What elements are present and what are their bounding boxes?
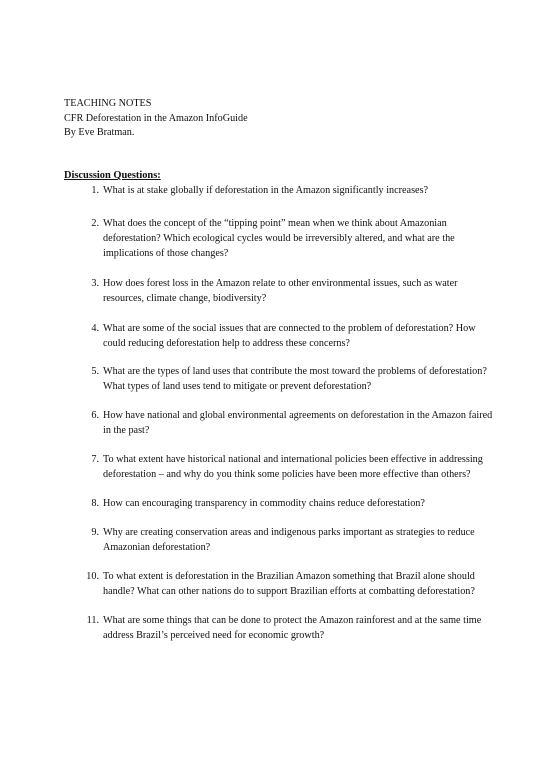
question-number: 3. xyxy=(91,278,99,289)
question-item xyxy=(79,614,494,644)
question-item xyxy=(79,184,494,199)
question-number: 1. xyxy=(91,185,99,196)
question-text: To what extent is deforestation in the Brazilian Amazon something that Brazil alone should handle? What can other nations do to support Brazilian efforts at combatting deforestation? xyxy=(103,571,475,597)
question-number: 11. xyxy=(86,615,99,626)
question-text: How have national and global environmental agreements on deforestation in the Amazon faired in the past? xyxy=(103,410,493,436)
question-number: 6. xyxy=(91,410,99,421)
question-item xyxy=(79,217,494,261)
question-item xyxy=(79,497,494,512)
question-text: What is at stake globally if deforestation in the Amazon significantly increases? xyxy=(103,185,429,196)
question-text: What are some of the social issues that are connected to the problem of deforestation? How could reducing deforestation help to address these concerns? xyxy=(103,323,476,349)
question-text: How does forest loss in the Amazon relate to other environmental issues, such as water resources, climate change, biodiversity? xyxy=(103,278,458,304)
header-teaching-notes: TEACHING NOTES xyxy=(64,98,152,109)
header-author: By Eve Bratman. xyxy=(64,127,135,138)
question-number: 7. xyxy=(91,454,99,465)
question-item xyxy=(79,409,494,439)
question-number: 4. xyxy=(91,323,99,334)
question-text: Why are creating conservation areas and indigenous parks important as strategies to reduce Amazonian deforestation? xyxy=(103,527,475,553)
question-item xyxy=(79,526,494,556)
question-text: How can encouraging transparency in commodity chains reduce deforestation? xyxy=(103,498,425,509)
question-number: 10. xyxy=(86,571,99,582)
question-item xyxy=(79,322,494,352)
header-guide-title: CFR Deforestation in the Amazon InfoGuide xyxy=(64,112,248,124)
question-item xyxy=(79,277,494,307)
question-text: What are the types of land uses that contribute the most toward the problems of deforestation? What types of land uses tend to mitigate or prevent deforestation? xyxy=(103,366,487,392)
question-item xyxy=(79,570,494,600)
question-text: What are some things that can be done to protect the Amazon rainforest and at the same time address Brazil’s perceived need for economic growth? xyxy=(103,615,482,641)
question-number: 2. xyxy=(91,218,99,229)
question-number: 9. xyxy=(91,527,99,538)
question-text: To what extent have historical national and international policies been effective in addressing deforestation – and why do you think some policies have been more effective than others? xyxy=(103,454,483,480)
section-title: Discussion Questions: xyxy=(64,170,161,181)
question-item xyxy=(79,365,494,395)
question-item xyxy=(79,453,494,483)
question-number: 8. xyxy=(91,498,99,509)
question-text: What does the concept of the “tipping point” mean when we think about Amazonian deforestation? Which ecological cycles would be irreversibly altered, and what are the implications of those changes? xyxy=(103,218,455,259)
question-number: 5. xyxy=(91,366,99,377)
document-header xyxy=(64,97,248,141)
